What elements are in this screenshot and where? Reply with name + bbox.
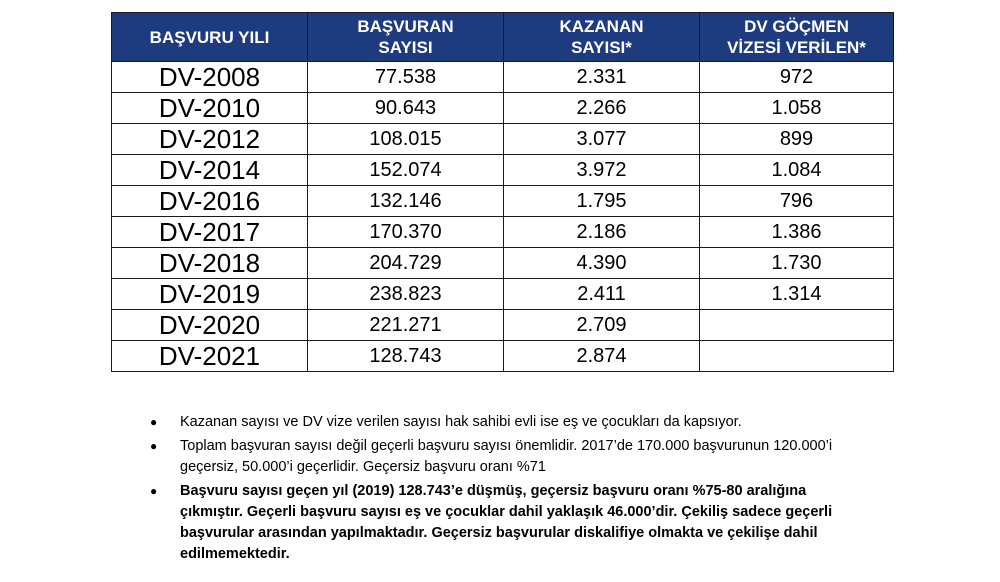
bullet-icon: ●: [150, 439, 158, 453]
year-cell: DV-2020: [112, 310, 308, 341]
winners-cell: 2.411: [504, 279, 700, 310]
year-cell: DV-2017: [112, 217, 308, 248]
visas-cell: 1.058: [700, 93, 894, 124]
winners-cell: 2.874: [504, 341, 700, 372]
visas-cell: [700, 341, 894, 372]
applicants-cell: 77.538: [308, 62, 504, 93]
year-cell: DV-2019: [112, 279, 308, 310]
visas-cell: 1.084: [700, 155, 894, 186]
header-winner-count: KAZANAN SAYISI*: [504, 13, 700, 62]
table-row: [112, 248, 894, 279]
table-row: [112, 62, 894, 93]
year-cell: DV-2021: [112, 341, 308, 372]
visas-cell: 1.314: [700, 279, 894, 310]
visas-cell: [700, 310, 894, 341]
winners-cell: 2.186: [504, 217, 700, 248]
applicants-cell: 108.015: [308, 124, 504, 155]
note-text: Toplam başvuran sayısı değil geçerli başvuru sayısı önemlidir. 2017’de 170.000 başvurunun 120.000’i geçersiz, 50.000’i geçerlidir. Geçersiz başvuru oranı %71: [180, 438, 833, 475]
applicants-cell: 132.146: [308, 186, 504, 217]
visas-cell: 972: [700, 62, 894, 93]
note-text: Başvuru sayısı geçen yıl (2019) 128.743’e düşmüş, geçersiz başvuru oranı %75-80 aralığına çıkmıştır. Geçerli başvuru sayısı eş ve çocuklar dahil yaklaşık 46.000’dir. Çekiliş sadece geçerli başvurular arasından yapılmaktadır. Geçersiz başvurular diskalifiye olmakta ve çekilişe dahil edilmemektedir.: [180, 483, 833, 562]
table-row: [112, 155, 894, 186]
table-row: [112, 279, 894, 310]
table-header-row: [112, 13, 894, 62]
applicants-cell: 152.074: [308, 155, 504, 186]
table-row: [112, 93, 894, 124]
bullet-icon: ●: [150, 484, 158, 498]
table-row: [112, 124, 894, 155]
visas-cell: 899: [700, 124, 894, 155]
note-item: [150, 412, 870, 433]
table-row: [112, 310, 894, 341]
year-cell: DV-2010: [112, 93, 308, 124]
note-item: [150, 436, 870, 478]
winners-cell: 3.972: [504, 155, 700, 186]
applicants-cell: 128.743: [308, 341, 504, 372]
table-row: [112, 341, 894, 372]
table-row: [112, 217, 894, 248]
year-cell: DV-2008: [112, 62, 308, 93]
applicants-cell: 90.643: [308, 93, 504, 124]
winners-cell: 2.709: [504, 310, 700, 341]
applicants-cell: 238.823: [308, 279, 504, 310]
applicants-cell: 221.271: [308, 310, 504, 341]
winners-cell: 2.266: [504, 93, 700, 124]
header-applicant-count: BAŞVURAN SAYISI: [308, 13, 504, 62]
visas-cell: 796: [700, 186, 894, 217]
visas-cell: 1.386: [700, 217, 894, 248]
winners-cell: 3.077: [504, 124, 700, 155]
table-row: [112, 186, 894, 217]
winners-cell: 2.331: [504, 62, 700, 93]
header-application-year: BAŞVURU YILI: [112, 13, 308, 62]
year-cell: DV-2014: [112, 155, 308, 186]
note-item-emphasized: [150, 481, 870, 565]
dv-statistics-table: [111, 12, 894, 372]
visas-cell: 1.730: [700, 248, 894, 279]
applicants-cell: 170.370: [308, 217, 504, 248]
note-text: Kazanan sayısı ve DV vize verilen sayısı hak sahibi evli ise eş ve çocukları da kapsıyor.: [180, 414, 742, 430]
winners-cell: 1.795: [504, 186, 700, 217]
applicants-cell: 204.729: [308, 248, 504, 279]
year-cell: DV-2018: [112, 248, 308, 279]
winners-cell: 4.390: [504, 248, 700, 279]
bullet-icon: ●: [150, 415, 158, 429]
year-cell: DV-2012: [112, 124, 308, 155]
header-visas-issued: DV GÖÇMEN VİZESİ VERİLEN*: [700, 13, 894, 62]
notes-list: [150, 412, 870, 568]
year-cell: DV-2016: [112, 186, 308, 217]
